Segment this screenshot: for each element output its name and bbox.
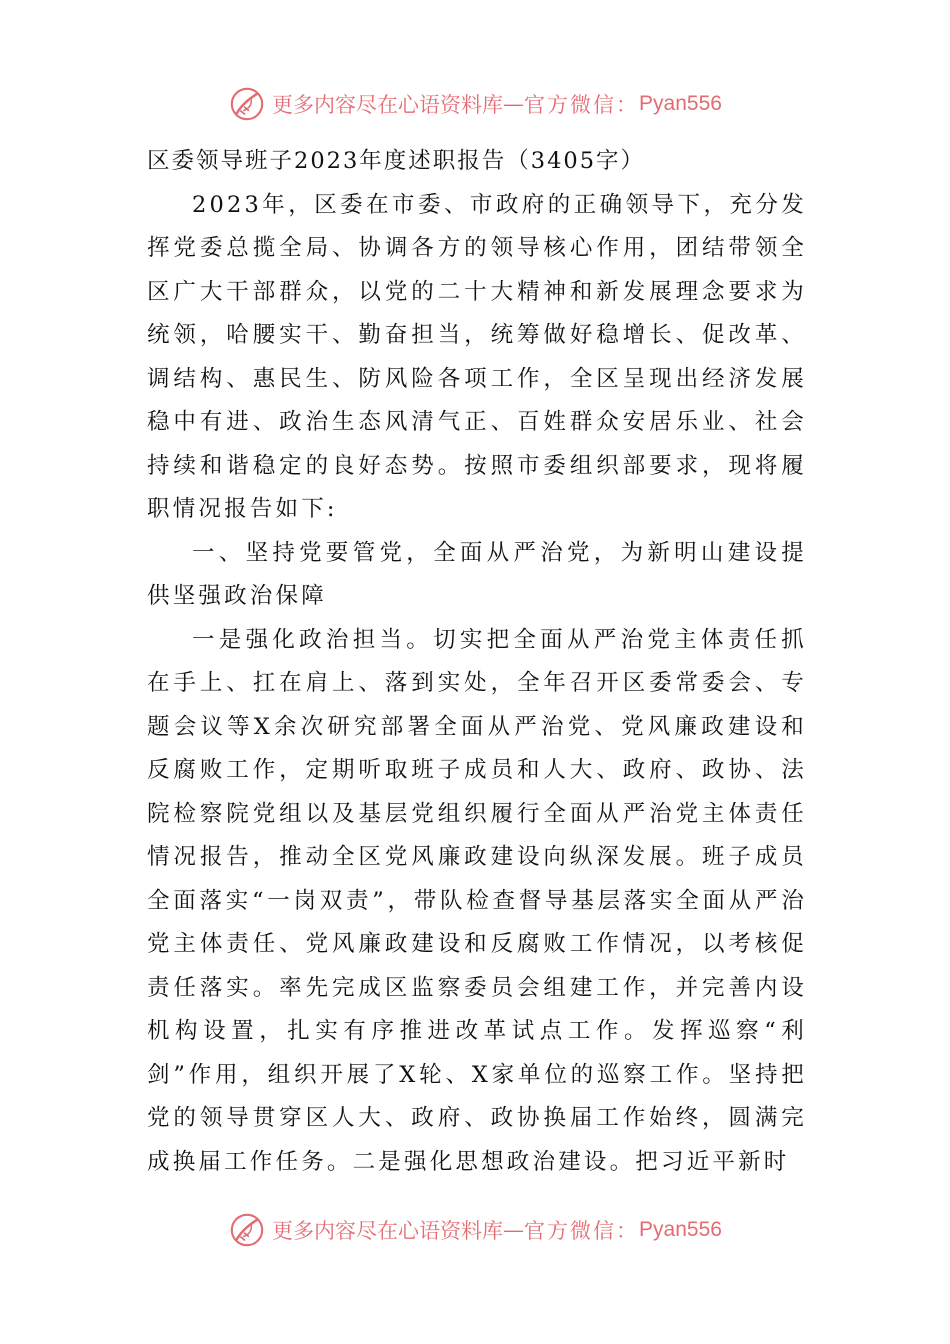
watermark-separator: — — [503, 92, 525, 116]
watermark-banner-bottom — [0, 1208, 950, 1252]
watermark-id: Pyan556 — [639, 1218, 722, 1241]
logo-icon — [228, 85, 266, 123]
logo-icon — [228, 1211, 266, 1249]
watermark-main-text: 更多内容尽在心语资料库 — [272, 93, 504, 117]
watermark-label: 官方微信： — [524, 93, 640, 117]
section-heading: 一、坚持党要管党，全面从严治党，为新明山建设提供坚强政治保障 — [147, 539, 807, 609]
paragraph-body: 一是强化政治担当。切实把全面从严治党主体责任抓在手上、扛在肩上、落到实处，全年召开区委常委会、专题会议等X余次研究部署全面从严治党、党风廉政建设和反腐败工作，定期听取班子成员和人大、政府、政协、法院检察院党组以及基层党组织履行全面从严治党主体责任情况报告，推动全区党风廉政建设向纵深发展。班子成员全面落实“一岗双责”，带队检查督导基层落实全面从严治党主体责任、党风廉政建设和反腐败工作情况，以考核促责任落实。率先完成区监察委员会组建工作，并完善内设机构设置，扎实有序推进改革试点工作。发挥巡察“利剑”作用，组织开展了X轮、X家单位的巡察工作。坚持把党的领导贯穿区人大、政府、政协换届工作始终，圆满完成换届工作任务。二是强化思想政治建设。把习近平新时 — [147, 626, 807, 1175]
paragraph-intro: 2023年，区委在市委、市政府的正确领导下，充分发挥党委总揽全局、协调各方的领导核心作用，团结带领全区广大干部群众，以党的二十大精神和新发展理念要求为统领，哈腰实干、勤奋担当，统筹做好稳增长、促改革、调结构、惠民生、防风险各项工作，全区呈现出经济发展稳中有进、政治生态风清气正、百姓群众安居乐业、社会持续和谐稳定的良好态势。按照市委组织部要求，现将履职情况报告如下: — [147, 191, 807, 522]
watermark-main-text: 更多内容尽在心语资料库 — [272, 1219, 504, 1243]
watermark-label: 官方微信： — [524, 1219, 640, 1243]
document-title: 区委领导班子2023年度述职报告（3405字） — [147, 148, 646, 174]
watermark-banner-top — [0, 82, 950, 126]
watermark-separator: — — [503, 1218, 525, 1242]
document-body — [147, 140, 807, 1184]
watermark-id: Pyan556 — [639, 92, 722, 115]
